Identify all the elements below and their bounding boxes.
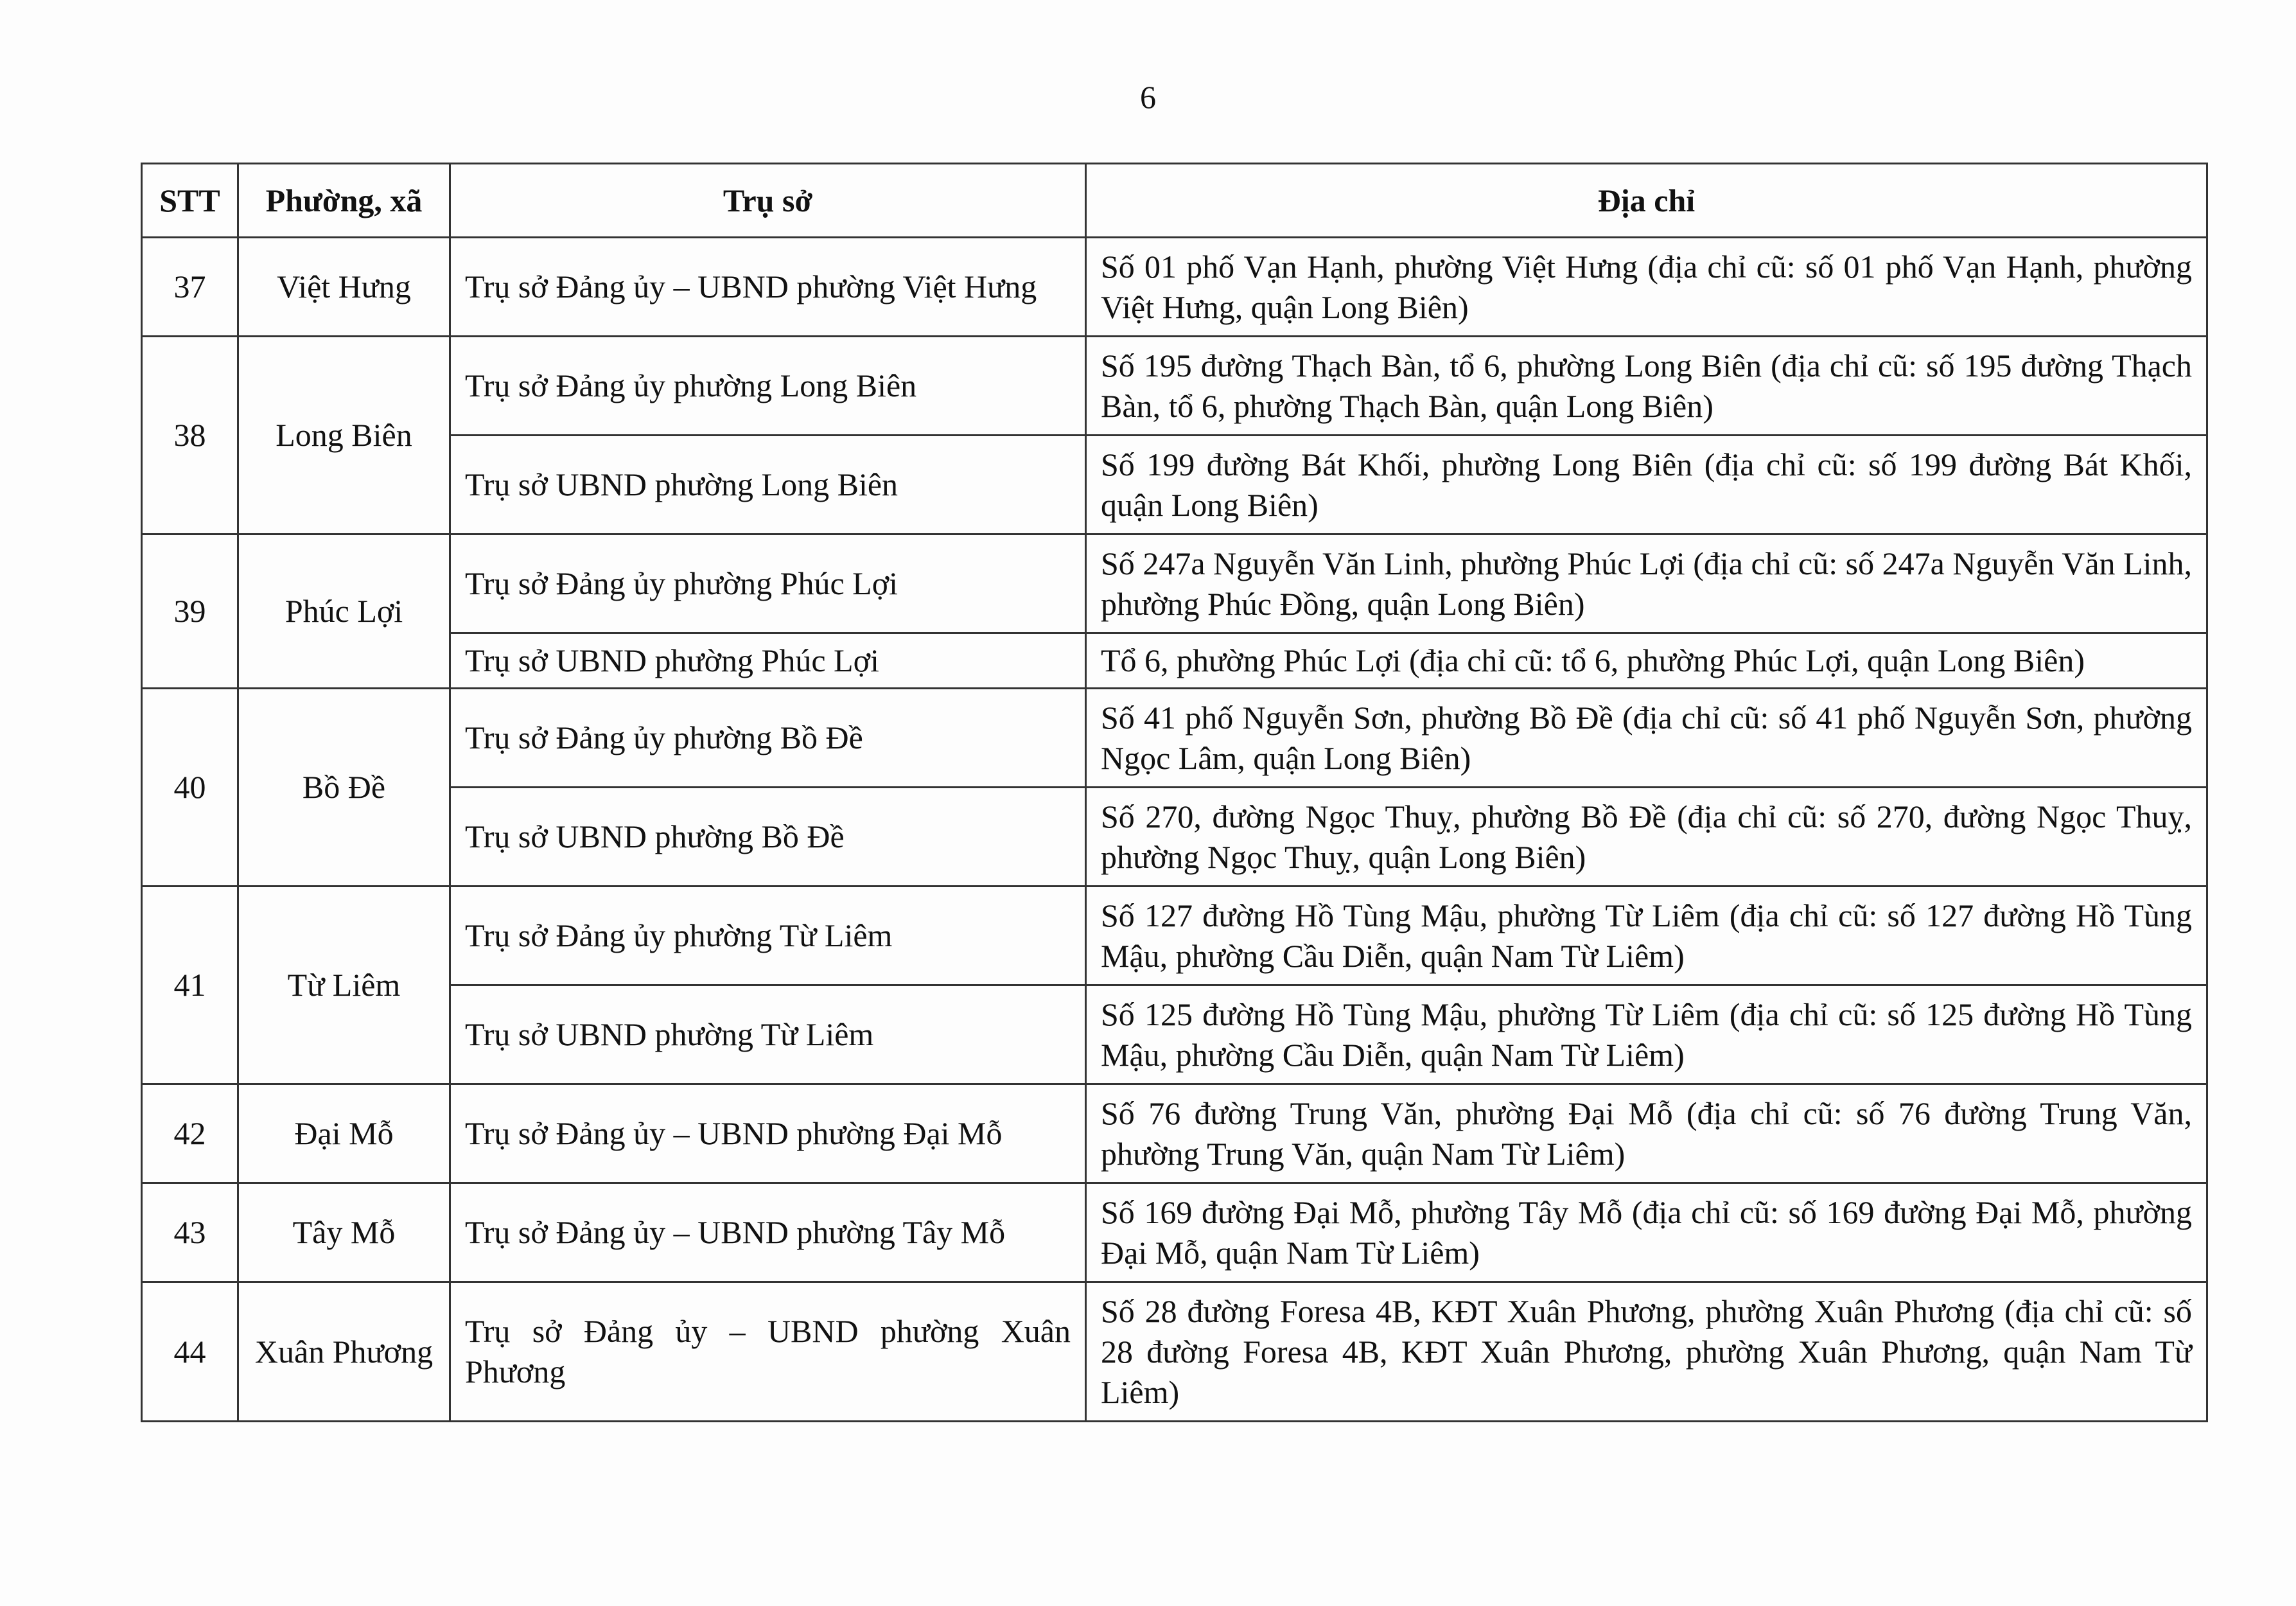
row-address: Số 127 đường Hồ Tùng Mậu, phường Từ Liêm (địa chỉ cũ: số 127 đường Hồ Tùng Mậu, phường Cầu Diễn, quận Nam Từ Liêm) bbox=[1086, 887, 2207, 985]
row-stt: 40 bbox=[142, 689, 238, 887]
row-address: Số 01 phố Vạn Hạnh, phường Việt Hưng (địa chỉ cũ: số 01 phố Vạn Hạnh, phường Việt Hưng, quận Long Biên) bbox=[1086, 238, 2207, 337]
row-office: Trụ sở UBND phường Bồ Đề bbox=[450, 788, 1086, 887]
row-address: Tổ 6, phường Phúc Lợi (địa chỉ cũ: tổ 6, phường Phúc Lợi, quận Long Biên) bbox=[1086, 633, 2207, 689]
row-address: Số 76 đường Trung Văn, phường Đại Mỗ (địa chỉ cũ: số 76 đường Trung Văn, phường Trung Văn, quận Nam Từ Liêm) bbox=[1086, 1084, 2207, 1183]
row-ward: Bồ Đề bbox=[238, 689, 450, 887]
table-row bbox=[142, 985, 2207, 1084]
row-stt: 39 bbox=[142, 534, 238, 689]
table-row bbox=[142, 1282, 2207, 1422]
page-number: 6 bbox=[1140, 79, 1156, 115]
row-office: Trụ sở Đảng ủy phường Phúc Lợi bbox=[450, 534, 1086, 633]
table-row bbox=[142, 633, 2207, 689]
row-office: Trụ sở Đảng ủy – UBND phường Đại Mỗ bbox=[450, 1084, 1086, 1183]
table-row bbox=[142, 238, 2207, 337]
row-address: Số 247a Nguyễn Văn Linh, phường Phúc Lợi (địa chỉ cũ: số 247a Nguyễn Văn Linh, phường Phúc Đồng, quận Long Biên) bbox=[1086, 534, 2207, 633]
table-row bbox=[142, 887, 2207, 985]
header-stt: STT bbox=[142, 164, 238, 238]
table-row bbox=[142, 1084, 2207, 1183]
header-address: Địa chỉ bbox=[1086, 164, 2207, 238]
row-ward: Phúc Lợi bbox=[238, 534, 450, 689]
table-header-row bbox=[142, 164, 2207, 238]
row-stt: 44 bbox=[142, 1282, 238, 1422]
row-address: Số 270, đường Ngọc Thuỵ, phường Bồ Đề (địa chỉ cũ: số 270, đường Ngọc Thuỵ, phường Ngọc Thuỵ, quận Long Biên) bbox=[1086, 788, 2207, 887]
row-ward: Xuân Phương bbox=[238, 1282, 450, 1422]
table-row bbox=[142, 1183, 2207, 1282]
row-stt: 41 bbox=[142, 887, 238, 1084]
row-ward: Tây Mỗ bbox=[238, 1183, 450, 1282]
row-stt: 37 bbox=[142, 238, 238, 337]
row-address: Số 195 đường Thạch Bàn, tổ 6, phường Long Biên (địa chỉ cũ: số 195 đường Thạch Bàn, tổ 6, phường Thạch Bàn, quận Long Biên) bbox=[1086, 337, 2207, 436]
table-row bbox=[142, 788, 2207, 887]
table-row bbox=[142, 436, 2207, 534]
row-office: Trụ sở Đảng ủy – UBND phường Tây Mỗ bbox=[450, 1183, 1086, 1282]
row-office: Trụ sở UBND phường Phúc Lợi bbox=[450, 633, 1086, 689]
row-address: Số 169 đường Đại Mỗ, phường Tây Mỗ (địa chỉ cũ: số 169 đường Đại Mỗ, phường Đại Mỗ, quận Nam Từ Liêm) bbox=[1086, 1183, 2207, 1282]
row-ward: Đại Mỗ bbox=[238, 1084, 450, 1183]
headquarters-table bbox=[141, 163, 2208, 1422]
header-office: Trụ sở bbox=[450, 164, 1086, 238]
row-ward: Việt Hưng bbox=[238, 238, 450, 337]
row-office: Trụ sở UBND phường Long Biên bbox=[450, 436, 1086, 534]
row-address: Số 28 đường Foresa 4B, KĐT Xuân Phương, phường Xuân Phương (địa chỉ cũ: số 28 đường Foresa 4B, KĐT Xuân Phương, phường Xuân Phương, quận Nam Từ Liêm) bbox=[1086, 1282, 2207, 1422]
row-office: Trụ sở Đảng ủy – UBND phường Việt Hưng bbox=[450, 238, 1086, 337]
row-address: Số 41 phố Nguyễn Sơn, phường Bồ Đề (địa chỉ cũ: số 41 phố Nguyễn Sơn, phường Ngọc Lâm, quận Long Biên) bbox=[1086, 689, 2207, 788]
table-row bbox=[142, 534, 2207, 633]
table-row bbox=[142, 337, 2207, 436]
row-address: Số 125 đường Hồ Tùng Mậu, phường Từ Liêm (địa chỉ cũ: số 125 đường Hồ Tùng Mậu, phường Cầu Diễn, quận Nam Từ Liêm) bbox=[1086, 985, 2207, 1084]
row-address: Số 199 đường Bát Khối, phường Long Biên (địa chỉ cũ: số 199 đường Bát Khối, quận Long Biên) bbox=[1086, 436, 2207, 534]
row-office: Trụ sở Đảng ủy phường Long Biên bbox=[450, 337, 1086, 436]
header-ward: Phường, xã bbox=[238, 164, 450, 238]
row-ward: Từ Liêm bbox=[238, 887, 450, 1084]
table-row bbox=[142, 689, 2207, 788]
row-office: Trụ sở UBND phường Từ Liêm bbox=[450, 985, 1086, 1084]
row-stt: 38 bbox=[142, 337, 238, 534]
row-ward: Long Biên bbox=[238, 337, 450, 534]
row-stt: 42 bbox=[142, 1084, 238, 1183]
row-stt: 43 bbox=[142, 1183, 238, 1282]
row-office: Trụ sở Đảng ủy – UBND phường Xuân Phương bbox=[450, 1282, 1086, 1422]
row-office: Trụ sở Đảng ủy phường Từ Liêm bbox=[450, 887, 1086, 985]
row-office: Trụ sở Đảng ủy phường Bồ Đề bbox=[450, 689, 1086, 788]
